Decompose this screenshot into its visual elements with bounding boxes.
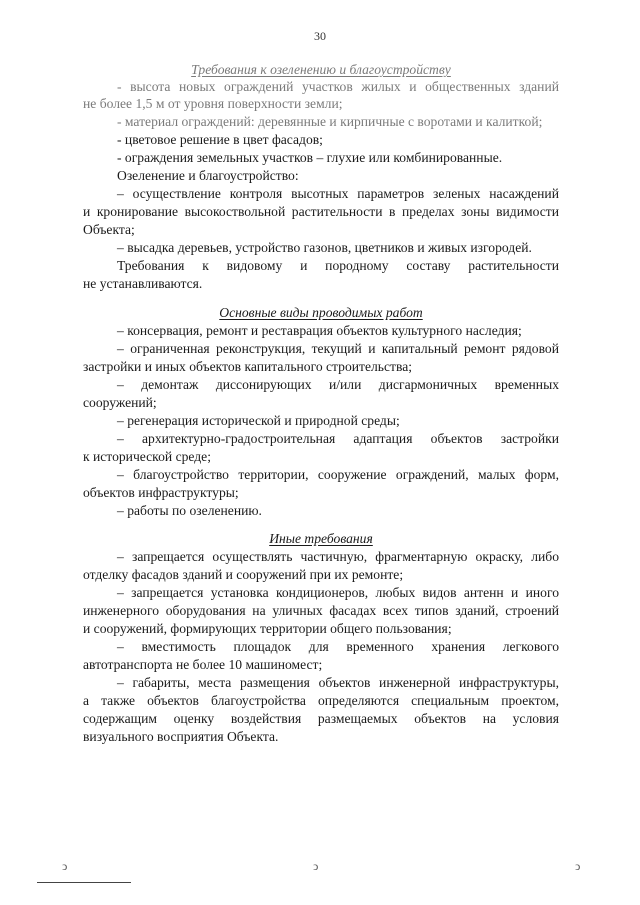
scan-mark: ↄ (62, 859, 68, 873)
scan-mark: ↄ (575, 859, 581, 873)
text-line: – демонтаж диссонирующих и/или дисгармоничных временных (117, 377, 559, 392)
text-line: инженерного оборудования на уличных фасадах всех типов зданий, строений (83, 603, 559, 618)
text-line: – габариты, места размещения объектов инженерной инфраструктуры, (117, 675, 559, 690)
text-line: - высота новых ограждений участков жилых и общественных зданий (117, 79, 559, 94)
section-heading: Требования к озеленению и благоустройству (191, 62, 451, 77)
text-line: и сооружений, формирующих территории общего пользования; (83, 621, 452, 636)
text-line: содержащим оценку воздействия размещаемых объектов на условия (83, 711, 559, 726)
text-line: - материал ограждений: деревянные и кирпичные с воротами и калиткой; (117, 114, 543, 129)
section-heading: Иные требования (269, 531, 373, 546)
text-line: автотранспорта не более 10 машиномест; (83, 657, 323, 672)
section-heading: Основные виды проводимых работ (219, 305, 423, 320)
text-line: – запрещается осуществлять частичную, фрагментарную окраску, либо (117, 549, 559, 564)
text-line: отделку фасадов зданий и сооружений при их ремонте; (83, 567, 404, 582)
text-line: – ограниченная реконструкция, текущий и капитальный ремонт рядовой (117, 341, 559, 356)
text-line: – запрещается установка кондиционеров, любых видов антенн и иного (117, 585, 559, 600)
text-line: сооружений; (83, 395, 157, 410)
text-line: Требования к видовому и породному составу растительности (117, 258, 559, 273)
text-line: не устанавливаются. (83, 276, 203, 291)
text-line: Озеленение и благоустройство: (117, 168, 299, 183)
text-line: Объекта; (83, 222, 135, 237)
page-number: 30 (314, 29, 326, 43)
text-line: – консервация, ремонт и реставрация объектов культурного наследия; (117, 323, 522, 338)
text-line: – регенерация исторической и природной среды; (117, 413, 400, 428)
text-line: - ограждения земельных участков – глухие или комбинированные. (117, 150, 503, 165)
text-line: не более 1,5 м от уровня поверхности земли; (83, 96, 343, 111)
text-line: – высадка деревьев, устройство газонов, цветников и живых изгородей. (117, 240, 532, 255)
text-line: визуального восприятия Объекта. (83, 729, 279, 744)
text-line: – благоустройство территории, сооружение ограждений, малых форм, (117, 467, 559, 482)
footnote-rule (37, 882, 131, 883)
text-line: – архитектурно-градостроительная адаптация объектов застройки (117, 431, 559, 446)
text-line: а также объектов благоустройства определяются специальным проектом, (83, 693, 559, 708)
text-line: объектов инфраструктуры; (83, 485, 239, 500)
text-line: – осуществление контроля высотных параметров зеленых насаждений (117, 186, 559, 201)
text-line: – вместимость площадок для временного хранения легкового (117, 639, 559, 654)
scan-mark: ↄ (313, 859, 319, 873)
text-line: и кронирование высокоствольной растительности в пределах зоны видимости (83, 204, 559, 219)
text-line: - цветовое решение в цвет фасадов; (117, 132, 323, 147)
text-line: к исторической среде; (83, 449, 211, 464)
text-line: застройки и иных объектов капитального строительства; (83, 359, 413, 374)
text-line: – работы по озеленению. (117, 503, 262, 518)
